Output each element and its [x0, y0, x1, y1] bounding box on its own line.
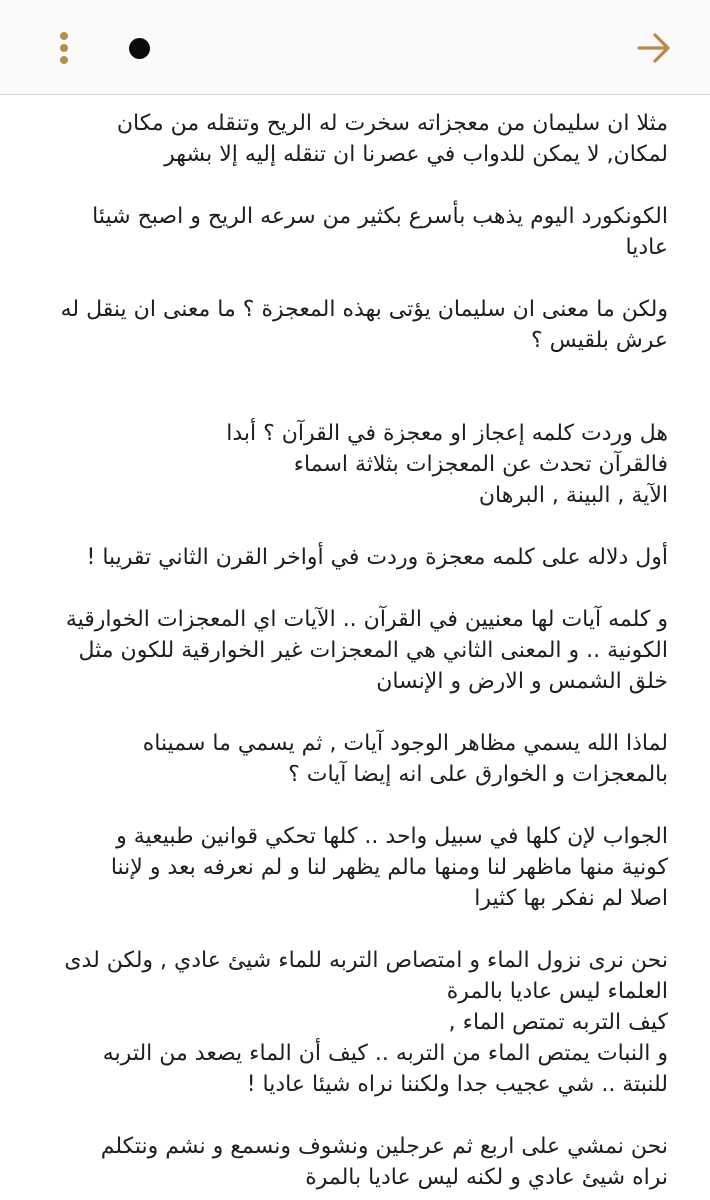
- text-line: اصلا لم نفكر بها كثيرا: [474, 886, 668, 911]
- top-toolbar: [0, 0, 710, 95]
- text-line: للنبتة .. شي عجيب جدا ولكننا نراه شيئا عاديا !: [246, 1072, 668, 1097]
- text-line: الكونكورد اليوم يذهب بأسرع بكثير من سرعه الريح و اصبح شيئا: [92, 204, 668, 229]
- text-line: أول دلاله على كلمه معجزة وردت في أواخر القرن الثاني تقريبا !: [86, 545, 668, 570]
- text-line: كيف التربه تمتص الماء ,: [448, 1010, 668, 1035]
- text-line: و النبات يمتص الماء من التربه .. كيف أن الماء يصعد من التربه: [102, 1041, 668, 1066]
- paragraph: [40, 201, 668, 263]
- text-line: هل وردت كلمه إعجاز او معجزة في القرآن ؟ أبدا: [226, 421, 668, 446]
- note-body[interactable]: [40, 108, 668, 1200]
- text-line: لمكان, لا يمكن للدواب في عصرنا ان تنقله إليه إلا بشهر: [164, 142, 668, 167]
- text-line: و كلمه آيات لها معنيين في القرآن .. الآيات اي المعجزات الخوارقية: [65, 607, 668, 632]
- blank-line: [40, 387, 668, 418]
- text-line: الجواب لإن كلها في سبيل واحد .. كلها تحكي قوانين طبيعية و: [116, 824, 668, 849]
- more-vertical-icon[interactable]: [44, 22, 84, 74]
- paragraph: [40, 945, 668, 1100]
- text-line: نحن نمشي على اربع ثم عرجلين ونشوف ونسمع و نشم ونتكلم: [100, 1134, 668, 1159]
- text-line: الكونية .. و المعنى الثاني هي المعجزات غير الخوارقية للكون مثل: [78, 638, 668, 663]
- paragraph: [40, 604, 668, 697]
- paragraph: [40, 294, 668, 356]
- text-line: نحن نرى نزول الماء و امتصاص التربه للماء شيئ عادي , ولكن لدى: [64, 948, 668, 973]
- dot-icon: [129, 38, 150, 59]
- text-line: كونية منها ماظهر لنا ومنها مالم يظهر لنا و لم نعرفه بعد و لإننا: [110, 855, 668, 880]
- text-line: الآية , البينة , البرهان: [478, 483, 668, 508]
- arrow-right-glyph: [632, 26, 676, 70]
- paragraph: [40, 728, 668, 790]
- text-line: عرش بلقيس ؟: [530, 328, 668, 353]
- text-line: بالمعجزات و الخوارق على انه إيضا آيات ؟: [288, 762, 668, 787]
- text-line: خلق الشمس و الارض و الإنسان: [376, 669, 668, 694]
- paragraph: [40, 1131, 668, 1193]
- text-line: ولكن ما معنى ان سليمان يؤتى بهذه المعجزة ؟ ما معنى ان ينقل له: [60, 297, 668, 322]
- paragraph: [40, 542, 668, 573]
- paragraph: [40, 108, 668, 170]
- text-line: مثلا ان سليمان من معجزاته سخرت له الريح وتنقله من مكان: [116, 111, 668, 136]
- text-line: لماذا الله يسمي مظاهر الوجود آيات , ثم يسمي ما سميناه: [142, 731, 668, 756]
- menu-dot: [60, 44, 68, 52]
- arrow-right-icon[interactable]: [632, 26, 676, 70]
- text-line: فالقرآن تحدث عن المعجزات بثلاثة اسماء: [293, 452, 668, 477]
- paragraph: [40, 821, 668, 914]
- paragraph: [40, 418, 668, 511]
- text-line: عاديا: [625, 235, 668, 260]
- text-line: نراه شيئ عادي و لكنه ليس عاديا بالمرة: [305, 1165, 668, 1190]
- menu-dot: [60, 56, 68, 64]
- text-line: العلماء ليس عاديا بالمرة: [446, 979, 668, 1004]
- menu-dot: [60, 32, 68, 40]
